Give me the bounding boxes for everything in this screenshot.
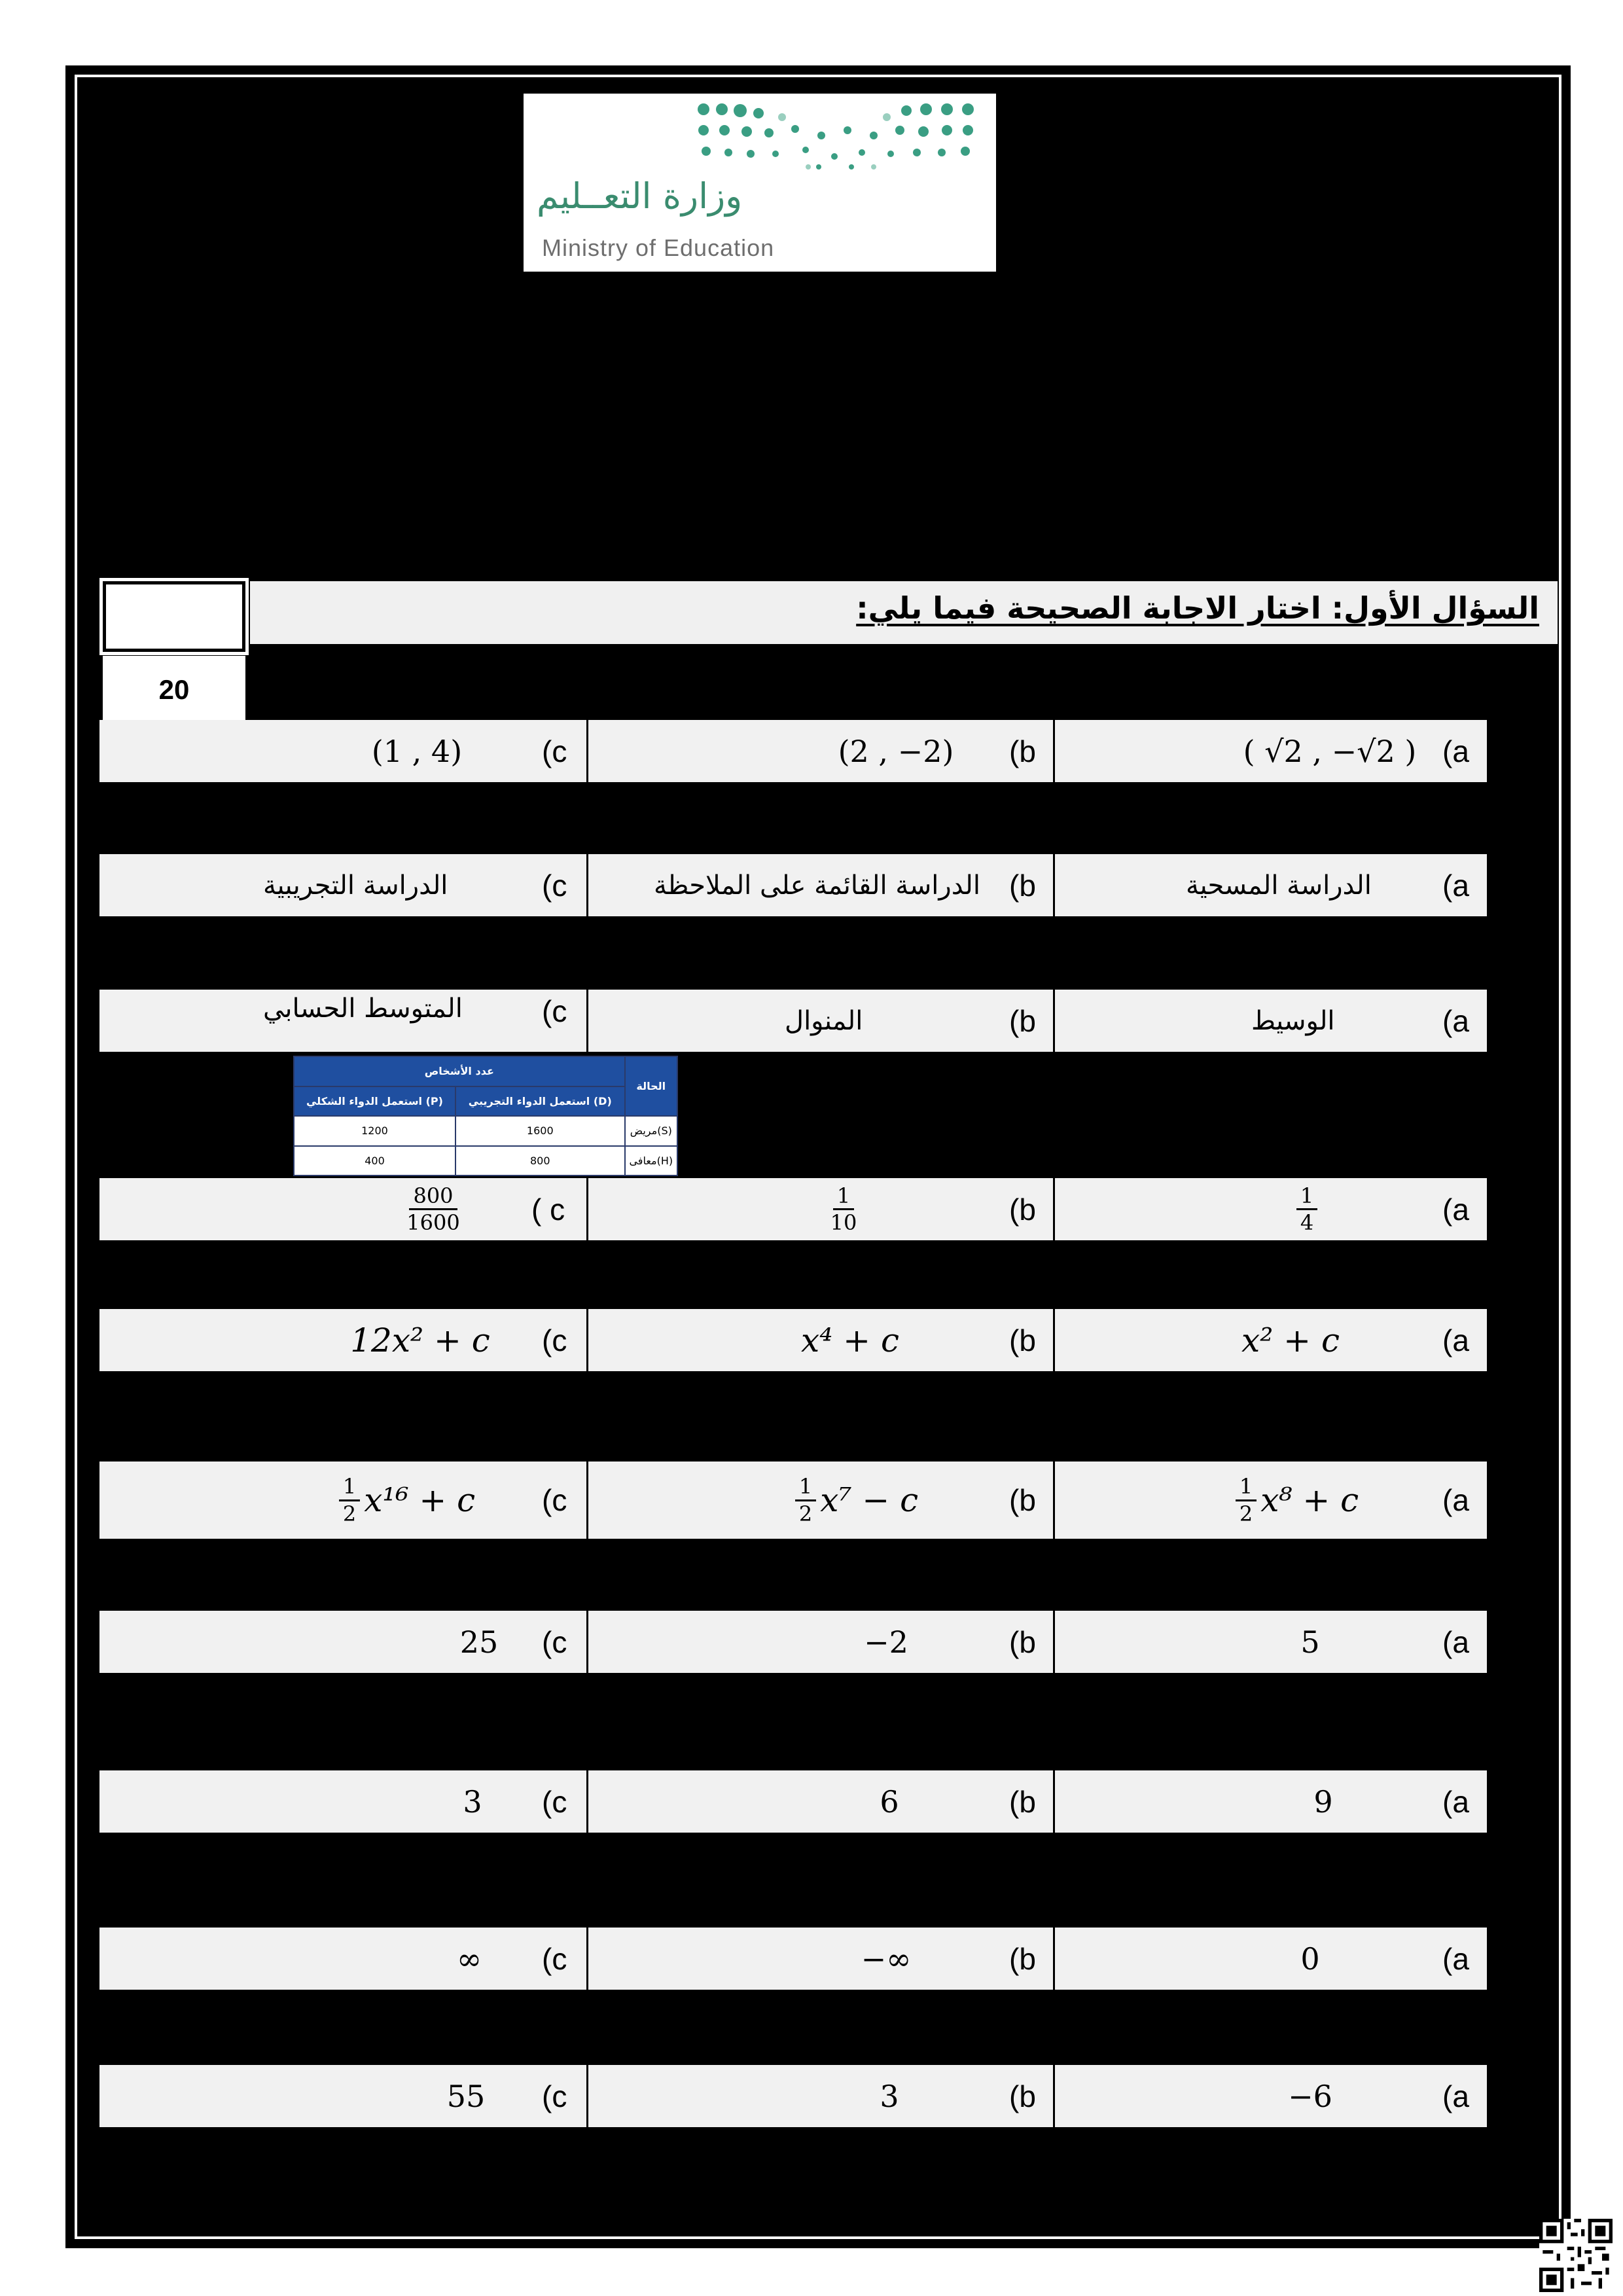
option-c[interactable] xyxy=(99,1462,586,1539)
option-b-label: (b xyxy=(1009,734,1036,768)
option-c-value: الدراسة التجريبية xyxy=(263,870,448,901)
option-a[interactable] xyxy=(1055,2065,1487,2127)
option-b-value: (2 , −2) xyxy=(838,733,954,769)
option-c[interactable] xyxy=(99,1309,586,1371)
option-b-label: (b xyxy=(1009,1624,1036,1659)
question-title: السؤال الأول: اختار الاجابة الصحيحة فيما يلي: xyxy=(856,590,1539,626)
option-c-label: (c xyxy=(542,2079,567,2113)
option-a[interactable] xyxy=(1055,1928,1487,1990)
option-b-label: (b xyxy=(1009,1192,1036,1227)
option-a[interactable] xyxy=(1055,854,1487,916)
fraction-numerator: 1 xyxy=(833,1183,854,1210)
table-row-label: معافى(H) xyxy=(625,1146,677,1176)
fraction xyxy=(406,1183,459,1236)
table-header-d: استعمل الدواء التجريبي (D) xyxy=(455,1086,625,1117)
fraction xyxy=(1236,1474,1257,1526)
option-b-value: الدراسة القائمة على الملاحظة xyxy=(654,870,980,901)
table-cell: 400 xyxy=(294,1146,455,1176)
option-a-value: 9 xyxy=(1313,1784,1333,1820)
fraction-denominator: 2 xyxy=(798,1501,813,1526)
option-a-label: (a xyxy=(1442,868,1469,903)
table-row-label: مريض(S) xyxy=(625,1116,677,1146)
option-b[interactable] xyxy=(588,2065,1053,2127)
answer-row-10 xyxy=(99,2065,1487,2127)
option-c[interactable] xyxy=(99,1611,586,1673)
fraction-numerator: 1 xyxy=(1236,1474,1257,1501)
fraction xyxy=(339,1474,360,1526)
answer-row-8 xyxy=(99,1770,1487,1833)
option-c-value xyxy=(374,1178,492,1240)
option-b-value: −2 xyxy=(864,1624,908,1660)
option-a-value: 5 xyxy=(1300,1624,1320,1660)
fraction xyxy=(1296,1183,1317,1236)
option-b-value: 6 xyxy=(880,1784,899,1820)
option-b-label: (b xyxy=(1009,1003,1036,1038)
option-c-value: ∞ xyxy=(456,1941,482,1977)
question-header xyxy=(250,581,1558,644)
answer-row-6 xyxy=(99,1462,1487,1539)
option-a-label: (a xyxy=(1442,1003,1469,1038)
option-a-value: x² + c xyxy=(1241,1321,1340,1359)
option-a[interactable] xyxy=(1055,1309,1487,1371)
answer-row-1 xyxy=(99,720,1487,782)
fraction-denominator: 1600 xyxy=(406,1210,460,1235)
option-b[interactable] xyxy=(588,854,1053,916)
answer-row-3 xyxy=(99,990,1487,1052)
option-a-label: (a xyxy=(1442,734,1469,768)
option-b[interactable] xyxy=(588,1928,1053,1990)
option-b-label: (b xyxy=(1009,868,1036,903)
option-c-label: (c xyxy=(542,1624,567,1659)
option-c-label: (c xyxy=(542,1941,567,1976)
option-a-label: (a xyxy=(1442,1323,1469,1357)
table-cell: 1600 xyxy=(455,1116,625,1146)
option-a[interactable] xyxy=(1055,1462,1487,1539)
data-table xyxy=(293,1056,678,1176)
answer-row-9 xyxy=(99,1928,1487,1990)
fraction xyxy=(795,1474,816,1526)
option-c-value xyxy=(296,1462,518,1539)
option-a-value: −6 xyxy=(1288,2078,1332,2114)
option-b-value: 3 xyxy=(880,2078,899,2114)
expression: x¹⁶ + c xyxy=(364,1481,476,1519)
option-a-label: (a xyxy=(1442,1941,1469,1976)
answer-row-7 xyxy=(99,1611,1487,1673)
logo-dots-icon xyxy=(690,101,991,173)
option-c-label: (c xyxy=(542,734,567,768)
option-c[interactable] xyxy=(99,1770,586,1833)
option-c-value: 25 xyxy=(459,1624,499,1660)
option-b[interactable] xyxy=(588,1770,1053,1833)
table-header-state: الحالة xyxy=(625,1056,677,1116)
fraction-numerator: 1 xyxy=(795,1474,816,1501)
score-box-earned xyxy=(103,581,245,652)
option-c[interactable] xyxy=(99,1178,586,1240)
option-c[interactable] xyxy=(99,2065,586,2127)
table-header-group: عدد الأشخاص xyxy=(294,1056,625,1086)
option-a[interactable] xyxy=(1055,1178,1487,1240)
fraction-numerator: 1 xyxy=(339,1474,360,1501)
option-a-label: (a xyxy=(1442,1483,1469,1517)
option-b-value: −∞ xyxy=(861,1941,912,1977)
option-b[interactable] xyxy=(588,1178,1053,1240)
answer-row-5 xyxy=(99,1309,1487,1371)
option-a-value: الوسيط xyxy=(1251,1005,1335,1036)
option-a[interactable] xyxy=(1055,720,1487,782)
option-a-label: (a xyxy=(1442,2079,1469,2113)
option-b[interactable] xyxy=(588,1462,1053,1539)
option-c-value: المتوسط الحسابي xyxy=(263,994,463,1024)
score-box-total: 20 xyxy=(103,656,245,724)
table-header-p: استعمل الدواء الشكلي (P) xyxy=(294,1086,455,1117)
expression: x⁸ + c xyxy=(1260,1481,1359,1519)
table-cell: 1200 xyxy=(294,1116,455,1146)
option-c[interactable] xyxy=(99,720,586,782)
option-c-value: 55 xyxy=(446,2078,486,2114)
option-c-value: (1 , 4) xyxy=(371,733,463,769)
expression: x⁷ − c xyxy=(820,1481,919,1519)
option-a-value xyxy=(1205,1462,1389,1539)
logo-arabic-text: وزارة التعــليم xyxy=(537,175,743,217)
option-a-value: ( √2 , −√2 ) xyxy=(1243,733,1417,769)
option-b-label: (b xyxy=(1009,1483,1036,1517)
option-c-label: (c xyxy=(542,1323,567,1357)
option-b-value: x⁴ + c xyxy=(801,1321,899,1359)
logo-english-text: Ministry of Education xyxy=(542,234,775,261)
option-b[interactable] xyxy=(588,1611,1053,1673)
option-c-label: ( c xyxy=(531,1192,565,1227)
qr-code-icon xyxy=(1539,2219,1613,2292)
option-c-value: 3 xyxy=(463,1784,482,1820)
option-c[interactable] xyxy=(99,990,586,1052)
fraction-numerator: 1 xyxy=(1296,1183,1317,1210)
option-a[interactable] xyxy=(1055,1770,1487,1833)
ministry-logo xyxy=(524,94,996,272)
answer-row-4 xyxy=(99,1178,1487,1240)
option-c[interactable] xyxy=(99,1928,586,1990)
fraction-denominator: 2 xyxy=(342,1501,357,1526)
option-a-value: الدراسة المسحية xyxy=(1186,870,1372,901)
option-c-value: 12x² + c xyxy=(350,1321,490,1359)
option-b[interactable] xyxy=(588,1309,1053,1371)
option-b-value xyxy=(798,1178,889,1240)
fraction-numerator: 800 xyxy=(409,1183,457,1210)
option-c-label: (c xyxy=(542,868,567,903)
option-a-label: (a xyxy=(1442,1192,1469,1227)
option-c[interactable] xyxy=(99,854,586,916)
fraction-denominator: 10 xyxy=(830,1210,857,1235)
fraction-denominator: 4 xyxy=(1300,1210,1314,1235)
fraction-denominator: 2 xyxy=(1239,1501,1253,1526)
option-b-value xyxy=(758,1462,955,1539)
option-a[interactable] xyxy=(1055,990,1487,1052)
option-c-label: (c xyxy=(542,1784,567,1819)
option-a-label: (a xyxy=(1442,1624,1469,1659)
option-a-label: (a xyxy=(1442,1784,1469,1819)
table-cell: 800 xyxy=(455,1146,625,1176)
option-b-label: (b xyxy=(1009,1941,1036,1976)
option-b-value: المنوال xyxy=(785,1005,863,1036)
option-a-value: 0 xyxy=(1300,1941,1320,1977)
option-a-value xyxy=(1264,1178,1349,1240)
option-c-label: (c xyxy=(542,1483,567,1517)
option-b-label: (b xyxy=(1009,1784,1036,1819)
option-b-label: (b xyxy=(1009,2079,1036,2113)
answer-row-2 xyxy=(99,854,1487,916)
option-b-label: (b xyxy=(1009,1323,1036,1357)
option-c-label: (c xyxy=(542,994,567,1028)
fraction xyxy=(830,1183,857,1236)
option-b[interactable] xyxy=(588,990,1053,1052)
option-b[interactable] xyxy=(588,720,1053,782)
option-a[interactable] xyxy=(1055,1611,1487,1673)
